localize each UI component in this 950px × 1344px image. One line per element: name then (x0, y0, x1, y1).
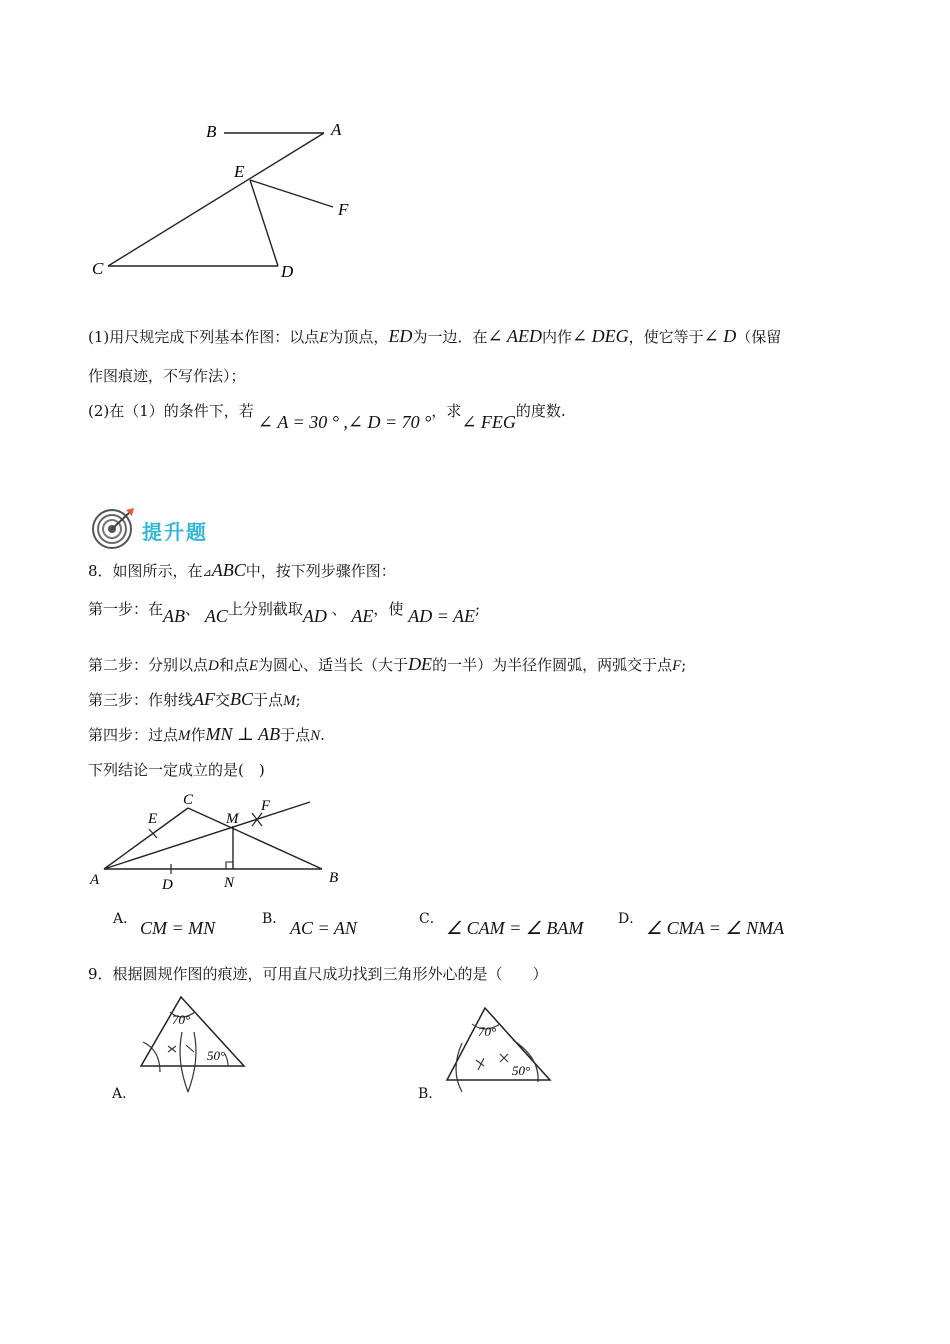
svg-text:M: M (226, 811, 239, 827)
option-a-text[interactable]: CM = MN (140, 918, 216, 938)
option-a-letter[interactable]: A． (113, 911, 138, 927)
svg-text:70°: 70° (478, 1024, 497, 1039)
q7-part1-line1: (1)用尺规完成下列基本作图：以点E为顶点，ED为一边．在∠ AED内作∠ DEG，使它等于∠ D（保留 (88, 326, 782, 346)
option-b-text[interactable]: AC = AN (290, 918, 357, 938)
target-icon (90, 504, 140, 552)
svg-text:F: F (261, 798, 271, 814)
segment-ef (250, 180, 333, 207)
q9-option-b-letter[interactable]: B. (418, 1086, 433, 1102)
svg-text:A: A (90, 872, 100, 888)
svg-text:C: C (183, 792, 194, 808)
q8-stem: 8．如图所示，在⊿ABC中，按下列步骤作图： (88, 560, 396, 580)
q8-step4: 第四步：过点M作MN ⊥ AB于点N. (88, 724, 325, 744)
q9-stem: 9．根据圆规作图的痕迹，可用直尺成功找到三角形外心的是（ ） (88, 965, 548, 983)
q7-part2: (2)在（1）的条件下，若∠ A = 30 ° ,∠ D = 70 °，求∠ FEG的度数. (88, 402, 566, 432)
option-d-letter[interactable]: D． (618, 911, 644, 927)
svg-text:50°: 50° (512, 1063, 531, 1078)
svg-text:D: D (162, 877, 173, 893)
section-title: 提升题 (142, 520, 208, 544)
q9-figure-b[interactable] (440, 1004, 555, 1092)
label-b: B (206, 122, 217, 141)
q9-option-a-letter[interactable]: A. (112, 1086, 127, 1102)
svg-text:N: N (224, 875, 235, 891)
q8-step1: 第一步：在AB、 AC上分别截取AD 、 AE，使 AD = AE; (88, 600, 481, 626)
figure-triangle-cde (80, 110, 380, 290)
option-c-text[interactable]: ∠ CAM = ∠ BAM (446, 918, 584, 938)
q7-part1-line2: 作图痕迹，不写作法）； (88, 367, 246, 385)
option-b-letter[interactable]: B． (262, 911, 287, 927)
label-e: E (234, 162, 245, 181)
q8-step2: 第二步：分别以点D和点E为圆心、适当长（大于DE的一半）为半径作圆弧，两弧交于点F; (88, 654, 687, 674)
segment-ac (108, 133, 324, 266)
q9-figure-a[interactable] (135, 992, 250, 1096)
q8-question: 下列结论一定成立的是( ) (88, 761, 265, 779)
label-f: F (338, 200, 349, 219)
svg-text:B: B (329, 870, 339, 886)
option-c-letter[interactable]: C． (419, 911, 444, 927)
svg-text:E: E (148, 811, 158, 827)
segment-ed (250, 180, 278, 266)
figure-triangle-abc (85, 788, 339, 893)
option-d-text[interactable]: ∠ CMA = ∠ NMA (646, 918, 785, 938)
label-c: C (92, 259, 104, 278)
q8-step3: 第三步：作射线AF交BC于点M; (88, 689, 301, 709)
svg-text:50°: 50° (207, 1048, 226, 1063)
label-d: D (281, 262, 294, 281)
svg-text:70°: 70° (172, 1012, 191, 1027)
label-a: A (331, 120, 342, 139)
